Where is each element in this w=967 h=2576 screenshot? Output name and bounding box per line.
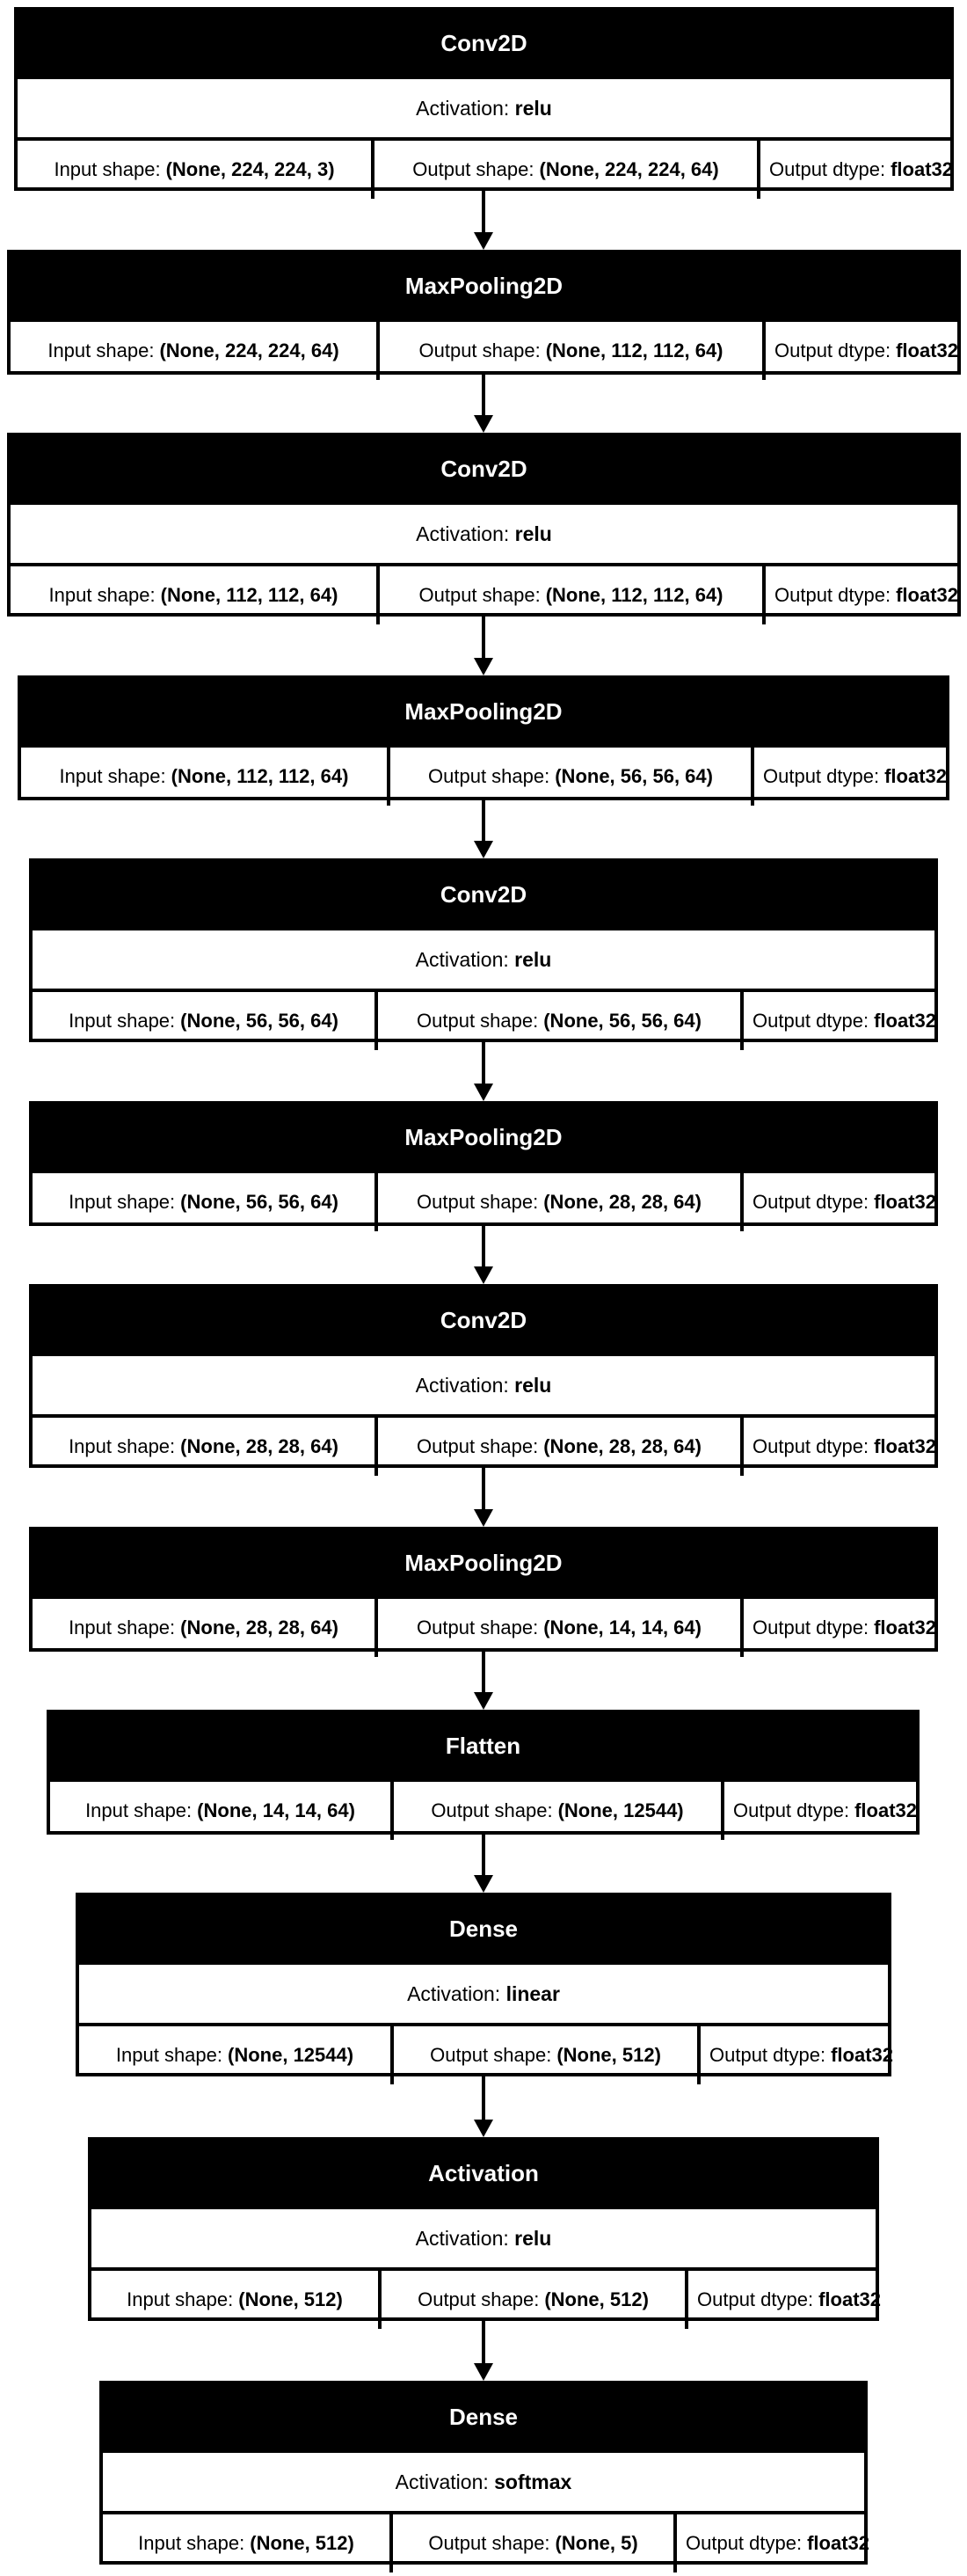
activation-value: relu: [514, 2227, 552, 2250]
output-dtype-label: Output dtype:: [709, 2044, 826, 2066]
activation-value: linear: [505, 1982, 560, 2005]
input-shape-label: Input shape:: [69, 1010, 176, 1032]
layer-title: Conv2D: [11, 436, 957, 501]
input-shape-label: Input shape:: [85, 1799, 193, 1821]
layer-node: [99, 2381, 868, 2565]
connector-line: [482, 1835, 485, 1877]
output-shape-value: (None, 512): [556, 2044, 661, 2066]
activation-row: [33, 1353, 934, 1414]
output-shape-value: (None, 12544): [557, 1799, 684, 1821]
output-dtype-label: Output dtype:: [774, 339, 891, 361]
shape-row: [79, 2023, 894, 2084]
output-dtype-label: Output dtype:: [697, 2288, 814, 2310]
input-shape-cell: [33, 992, 374, 1050]
activation-value: softmax: [494, 2470, 572, 2493]
output-shape-value: (None, 56, 56, 64): [543, 1010, 702, 1032]
arrow-down-icon: [474, 1084, 493, 1101]
input-shape-label: Input shape:: [47, 339, 155, 361]
output-shape-cell: [376, 566, 762, 624]
input-shape-label: Input shape:: [138, 2532, 245, 2554]
shape-row: [50, 1778, 916, 1840]
output-shape-cell: [390, 1782, 721, 1840]
activation-row: [103, 2449, 864, 2511]
connector-line: [482, 1468, 485, 1511]
output-dtype-value: float32: [896, 339, 959, 361]
layer-title: Dense: [79, 1896, 888, 1961]
input-shape-cell: [79, 2026, 390, 2084]
arrow-down-icon: [474, 658, 493, 675]
layer-title: Dense: [103, 2384, 864, 2449]
output-shape-value: (None, 28, 28, 64): [543, 1191, 702, 1213]
input-shape-value: (None, 56, 56, 64): [180, 1010, 338, 1032]
arrow-down-icon: [474, 841, 493, 858]
input-shape-label: Input shape:: [48, 584, 156, 606]
connector-line: [482, 1652, 485, 1694]
input-shape-cell: [33, 1418, 374, 1476]
layer-title: Conv2D: [18, 11, 950, 76]
output-dtype-cell: [762, 566, 967, 624]
output-shape-cell: [390, 2026, 697, 2084]
output-dtype-value: float32: [807, 2532, 870, 2554]
input-shape-cell: [33, 1599, 374, 1657]
activation-label: Activation:: [416, 97, 510, 120]
arrow-down-icon: [474, 1875, 493, 1893]
activation-row: [18, 76, 950, 137]
output-shape-cell: [374, 1599, 740, 1657]
input-shape-cell: [11, 322, 376, 380]
layer-node: [88, 2137, 882, 2321]
arrow-down-icon: [474, 1509, 493, 1527]
shape-row: [11, 318, 957, 380]
connector-line: [482, 1042, 485, 1085]
output-dtype-label: Output dtype:: [774, 584, 891, 606]
output-dtype-label: Output dtype:: [753, 1435, 869, 1457]
layer-title: Conv2D: [33, 1288, 934, 1353]
layer-node: [7, 433, 961, 617]
output-shape-label: Output shape:: [431, 1799, 553, 1821]
output-dtype-label: Output dtype:: [763, 765, 880, 787]
input-shape-value: (None, 28, 28, 64): [180, 1616, 338, 1638]
layer-title: Activation: [91, 2141, 876, 2206]
activation-value: relu: [514, 948, 552, 971]
arrow-down-icon: [474, 2363, 493, 2381]
input-shape-label: Input shape:: [59, 765, 166, 787]
output-dtype-value: float32: [884, 765, 948, 787]
output-dtype-label: Output dtype:: [753, 1010, 869, 1032]
input-shape-value: (None, 28, 28, 64): [180, 1435, 338, 1457]
output-shape-value: (None, 112, 112, 64): [545, 339, 723, 361]
output-shape-value: (None, 5): [555, 2532, 638, 2554]
output-dtype-value: float32: [874, 1435, 937, 1457]
output-dtype-value: float32: [818, 2288, 882, 2310]
output-shape-label: Output shape:: [417, 1191, 539, 1213]
output-shape-label: Output shape:: [428, 765, 550, 787]
output-dtype-value: float32: [874, 1616, 937, 1638]
input-shape-value: (None, 512): [238, 2288, 343, 2310]
activation-row: [11, 501, 957, 563]
shape-row: [33, 989, 937, 1050]
shape-row: [21, 744, 946, 806]
input-shape-cell: [21, 748, 387, 806]
input-shape-cell: [50, 1782, 390, 1840]
activation-value: relu: [514, 522, 552, 545]
input-shape-value: (None, 224, 224, 64): [159, 339, 339, 361]
input-shape-cell: [91, 2271, 378, 2329]
activation-label: Activation:: [416, 522, 510, 545]
output-dtype-cell: [751, 748, 956, 806]
arrow-down-icon: [474, 1266, 493, 1284]
layer-node: [29, 1284, 938, 1468]
output-dtype-value: float32: [891, 158, 954, 180]
output-shape-cell: [376, 322, 762, 380]
activation-value: relu: [514, 97, 552, 120]
output-dtype-cell: [762, 322, 967, 380]
output-dtype-value: float32: [854, 1799, 918, 1821]
input-shape-value: (None, 112, 112, 64): [171, 765, 349, 787]
output-shape-cell: [374, 1173, 740, 1231]
output-shape-value: (None, 512): [544, 2288, 649, 2310]
activation-row: [33, 927, 934, 989]
activation-label: Activation:: [415, 2227, 509, 2250]
layer-node: [29, 1527, 938, 1652]
layer-title: Flatten: [50, 1713, 916, 1778]
connector-line: [482, 800, 485, 843]
connector-line: [482, 2076, 485, 2121]
output-dtype-label: Output dtype:: [753, 1616, 869, 1638]
layer-title: MaxPooling2D: [11, 253, 957, 318]
shape-row: [103, 2511, 870, 2572]
output-dtype-label: Output dtype:: [733, 1799, 850, 1821]
output-dtype-cell: [757, 141, 962, 199]
output-dtype-label: Output dtype:: [769, 158, 886, 180]
output-dtype-value: float32: [874, 1191, 937, 1213]
activation-row: [91, 2206, 876, 2267]
output-shape-value: (None, 28, 28, 64): [543, 1435, 702, 1457]
output-shape-cell: [387, 748, 751, 806]
layer-node: [29, 858, 938, 1042]
input-shape-cell: [33, 1173, 374, 1231]
output-shape-label: Output shape:: [418, 2288, 540, 2310]
output-shape-label: Output shape:: [418, 584, 541, 606]
layer-node: [14, 7, 954, 191]
input-shape-label: Input shape:: [69, 1435, 176, 1457]
input-shape-cell: [103, 2514, 389, 2572]
input-shape-cell: [18, 141, 371, 199]
activation-row: [79, 1961, 888, 2023]
input-shape-label: Input shape:: [54, 158, 161, 180]
arrow-down-icon: [474, 2120, 493, 2137]
layer-node: [76, 1893, 894, 2076]
output-dtype-cell: [740, 1599, 945, 1657]
shape-row: [33, 1170, 937, 1231]
shape-row: [11, 563, 957, 624]
output-shape-label: Output shape:: [417, 1010, 539, 1032]
output-shape-cell: [378, 2271, 685, 2329]
input-shape-label: Input shape:: [127, 2288, 234, 2310]
input-shape-value: (None, 56, 56, 64): [180, 1191, 338, 1213]
input-shape-label: Input shape:: [69, 1191, 176, 1213]
connector-line: [482, 617, 485, 660]
output-shape-value: (None, 56, 56, 64): [555, 765, 713, 787]
output-shape-label: Output shape:: [412, 158, 534, 180]
output-dtype-value: float32: [896, 584, 959, 606]
layer-title: MaxPooling2D: [21, 679, 946, 744]
output-shape-cell: [371, 141, 757, 199]
output-dtype-cell: [740, 1418, 945, 1476]
layer-title: Conv2D: [33, 862, 934, 927]
arrow-down-icon: [474, 232, 493, 250]
arrow-down-icon: [474, 415, 493, 433]
layer-node: [47, 1710, 920, 1835]
activation-label: Activation:: [415, 948, 509, 971]
connector-line: [482, 1226, 485, 1268]
input-shape-value: (None, 112, 112, 64): [160, 584, 338, 606]
connector-line: [482, 191, 485, 234]
output-dtype-label: Output dtype:: [753, 1191, 869, 1213]
layer-node: [18, 675, 949, 800]
input-shape-label: Input shape:: [69, 1616, 176, 1638]
output-dtype-cell: [697, 2026, 902, 2084]
layer-node: [29, 1101, 938, 1226]
activation-label: Activation:: [395, 2470, 489, 2493]
output-shape-value: (None, 14, 14, 64): [543, 1616, 702, 1638]
input-shape-label: Input shape:: [115, 2044, 223, 2066]
output-shape-value: (None, 224, 224, 64): [539, 158, 719, 180]
shape-row: [91, 2267, 882, 2329]
output-dtype-value: float32: [831, 2044, 894, 2066]
output-shape-label: Output shape:: [418, 339, 541, 361]
output-dtype-cell: [740, 992, 945, 1050]
output-dtype-cell: [740, 1173, 945, 1231]
output-shape-label: Output shape:: [428, 2532, 550, 2554]
output-dtype-cell: [673, 2514, 878, 2572]
output-shape-label: Output shape:: [430, 2044, 552, 2066]
layer-title: MaxPooling2D: [33, 1530, 934, 1595]
input-shape-cell: [11, 566, 376, 624]
output-dtype-label: Output dtype:: [686, 2532, 803, 2554]
output-dtype-value: float32: [874, 1010, 937, 1032]
output-shape-cell: [389, 2514, 673, 2572]
output-dtype-cell: [721, 1782, 926, 1840]
output-dtype-cell: [685, 2271, 890, 2329]
activation-label: Activation:: [407, 1982, 501, 2005]
shape-row: [33, 1414, 937, 1476]
output-shape-label: Output shape:: [417, 1435, 539, 1457]
input-shape-value: (None, 14, 14, 64): [197, 1799, 355, 1821]
output-shape-value: (None, 112, 112, 64): [545, 584, 723, 606]
connector-line: [482, 375, 485, 417]
output-shape-label: Output shape:: [417, 1616, 539, 1638]
input-shape-value: (None, 12544): [228, 2044, 354, 2066]
input-shape-value: (None, 224, 224, 3): [165, 158, 335, 180]
layer-node: [7, 250, 961, 375]
connector-line: [482, 2321, 485, 2365]
shape-row: [33, 1595, 937, 1657]
shape-row: [18, 137, 954, 199]
input-shape-value: (None, 512): [250, 2532, 354, 2554]
output-shape-cell: [374, 992, 740, 1050]
activation-label: Activation:: [415, 1374, 509, 1397]
arrow-down-icon: [474, 1692, 493, 1710]
output-shape-cell: [374, 1418, 740, 1476]
activation-value: relu: [514, 1374, 552, 1397]
layer-title: MaxPooling2D: [33, 1105, 934, 1170]
